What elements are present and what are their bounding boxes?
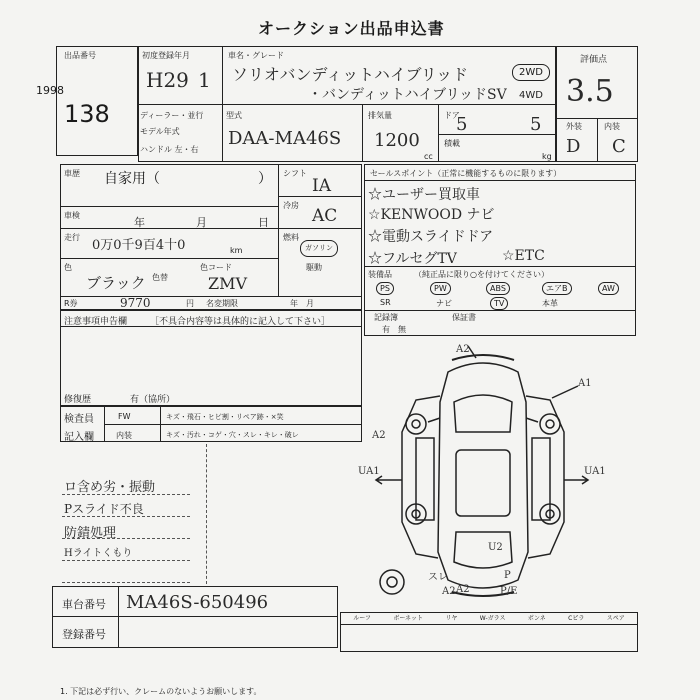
color-label: 色 (64, 263, 72, 272)
footer-note: 1. 下記は必ず行い、クレームのないようお願いします。 (60, 687, 262, 696)
recycle-unit: 円 (186, 299, 194, 308)
inspector-ext-opts: キズ・飛石・ヒビ割・リペア跡・×笑 (166, 413, 284, 421)
score-label: 評価点 (580, 55, 608, 65)
equip-pw: PW (430, 282, 451, 295)
mark-rear-a2b: A2 (442, 586, 456, 597)
mark-left-a2: A2 (372, 430, 386, 441)
chassis-label: 車台番号 (62, 598, 106, 611)
doors-label: ドア (444, 111, 460, 120)
equip-navi: ナビ (436, 299, 452, 308)
history-value: 自家用（ (104, 171, 160, 187)
color-change-label: 色替 (152, 273, 168, 282)
repair-value: 有（協所） (130, 395, 176, 405)
lot-number: 138 (64, 100, 110, 128)
mileage-unit: km (230, 246, 243, 255)
mileage-value: 0万0千9百4十0 (92, 238, 186, 253)
lot-year: 1998 (36, 84, 64, 97)
fuel-label: 燃料 (283, 233, 299, 242)
equipment-label: 装備品 (368, 270, 392, 279)
load-unit: kg (542, 152, 552, 161)
sales-point-1: ☆ユーザー買取車 (368, 187, 480, 203)
inspector-label1: 検査員 (64, 414, 94, 425)
remark-3: 防錆処理 (64, 526, 117, 541)
registration-month: 1 (198, 68, 211, 92)
side-h-0: ルーフ (353, 615, 371, 622)
equip-tv: TV (490, 297, 508, 310)
equip-abs: ABS (486, 282, 510, 295)
inspection-year: 年 (134, 216, 145, 229)
mark-top-a2: A2 (456, 344, 470, 355)
equip-airbag: エアB (542, 282, 572, 295)
load-label: 積載 (444, 139, 460, 148)
mark-left-ua1: UA1 (358, 466, 380, 477)
inspection-label: 車検 (64, 211, 80, 220)
side-h-6: スペア (606, 615, 625, 622)
color-code: ZMV (208, 274, 248, 293)
car-name-label: 車名・グレード (228, 51, 284, 60)
history-close: ） (258, 171, 272, 187)
equip-aw: AW (598, 282, 619, 295)
engine-value: 1200 (374, 130, 420, 151)
transfer-label: 名変期限 (206, 299, 238, 308)
side-h-4: ボンネ (527, 615, 546, 622)
header-title: オークション出品申込書 (258, 19, 445, 38)
fuel-value: ガソリン (300, 240, 338, 257)
notes-hint: ［不具合内容等は具体的に記入して下さい］ (150, 317, 331, 327)
registration-label: 初度登録年月 (142, 51, 190, 60)
dealer-label: ディーラー・並行 (140, 111, 204, 120)
car-damage-diagram (356, 342, 610, 602)
side-h-1: ボーネット (393, 615, 424, 622)
repair-label: 修復歴 (64, 395, 92, 405)
drive-2wd: 2WD (512, 64, 550, 81)
chassis-value: MA46S-650496 (126, 592, 269, 613)
sales-point-3: ☆電動スライドドア (368, 229, 494, 245)
model-year-label: モデル年式 (140, 127, 180, 136)
score-int: C (612, 136, 626, 157)
shift-value: IA (312, 176, 331, 196)
recycle-label: R券 (64, 299, 78, 308)
mark-rear-p: P (504, 570, 511, 581)
mark-right-a1: A1 (578, 378, 592, 389)
car-name-line2: ・バンディットハイブリッドSV (308, 87, 507, 103)
remark-1: ロ含め劣・振動 (64, 480, 156, 495)
remark-4: Hライトくもり (64, 548, 133, 559)
equip-ps: PS (376, 282, 394, 295)
mark-rear-a2: A2 (456, 584, 470, 595)
equip-leather: 本革 (542, 299, 558, 308)
mark-right-ua1: UA1 (584, 466, 606, 477)
history-label: 車歴 (64, 169, 80, 178)
inspector-int-opts: キズ・汚れ・コゲ・穴・スレ・キレ・破レ (166, 431, 299, 439)
shift-label: シフト (283, 169, 307, 178)
aircon-label: 冷房 (283, 201, 299, 210)
transfer-value: 年 月 (290, 299, 314, 308)
remark-2: Pスライド不良 (64, 502, 144, 516)
aircon-value: AC (312, 206, 338, 226)
recycle-value: 9770 (120, 296, 151, 310)
mark-rear-scuff: スレ (428, 572, 448, 583)
equipment-note: （純正品に限り○を付けてください） (414, 270, 549, 279)
color-value: ブラック (86, 274, 146, 292)
sales-point-5: ☆ETC (502, 248, 545, 264)
inspector-interior: 内装 (116, 431, 132, 440)
sales-point-2: ☆KENWOOD ナビ (368, 207, 495, 223)
side-table-headers (342, 613, 636, 622)
reg-label: 登録番号 (62, 628, 106, 641)
mark-rear-pe: P/E (500, 586, 518, 597)
registration-era: H29 (146, 68, 189, 92)
handle-label: ハンドル 左・右 (140, 145, 199, 154)
score-value: 3.5 (566, 74, 614, 109)
mileage-label: 走行 (64, 233, 80, 242)
engine-label: 排気量 (368, 111, 392, 120)
sales-points-label: セールスポイント（正常に機能するものに限ります） (370, 169, 562, 178)
car-name-line1: ソリオバンディットハイブリッド (232, 65, 469, 84)
displacement-label: 駆動 (306, 263, 322, 272)
inspection-day: 日 (258, 216, 269, 229)
inspector-label2: 記入欄 (64, 432, 94, 443)
drive-4wd: 4WD (519, 90, 543, 101)
score-ext-label: 外装 (566, 122, 582, 131)
lot-no-label: 出品番号 (64, 51, 96, 60)
notes-label: 注意事項申告欄 (64, 317, 128, 327)
color-code-label: 色コード (200, 263, 232, 272)
score-ext: D (566, 136, 581, 157)
side-h-2: リヤ (445, 615, 458, 622)
engine-unit: cc (424, 152, 433, 161)
model-value: DAA-MA46S (228, 128, 342, 149)
manual-status: 有 無 (382, 325, 406, 334)
sales-point-4: ☆フルセグTV (368, 251, 457, 267)
manual-label: 記録簿 (374, 313, 398, 322)
inspection-month: 月 (196, 216, 207, 229)
side-h-3: W-ガラス (479, 615, 506, 622)
mark-rear-u2: U2 (488, 542, 503, 553)
doors-value: 5 (456, 114, 468, 135)
equip-sr: SR (380, 298, 391, 307)
seats-value: 5 (530, 114, 542, 135)
side-h-5: Cピラ (568, 615, 585, 622)
warranty-label: 保証書 (452, 313, 476, 322)
score-int-label: 内装 (604, 122, 620, 131)
inspector-fw: FW (118, 412, 131, 421)
model-label: 型式 (226, 111, 242, 120)
